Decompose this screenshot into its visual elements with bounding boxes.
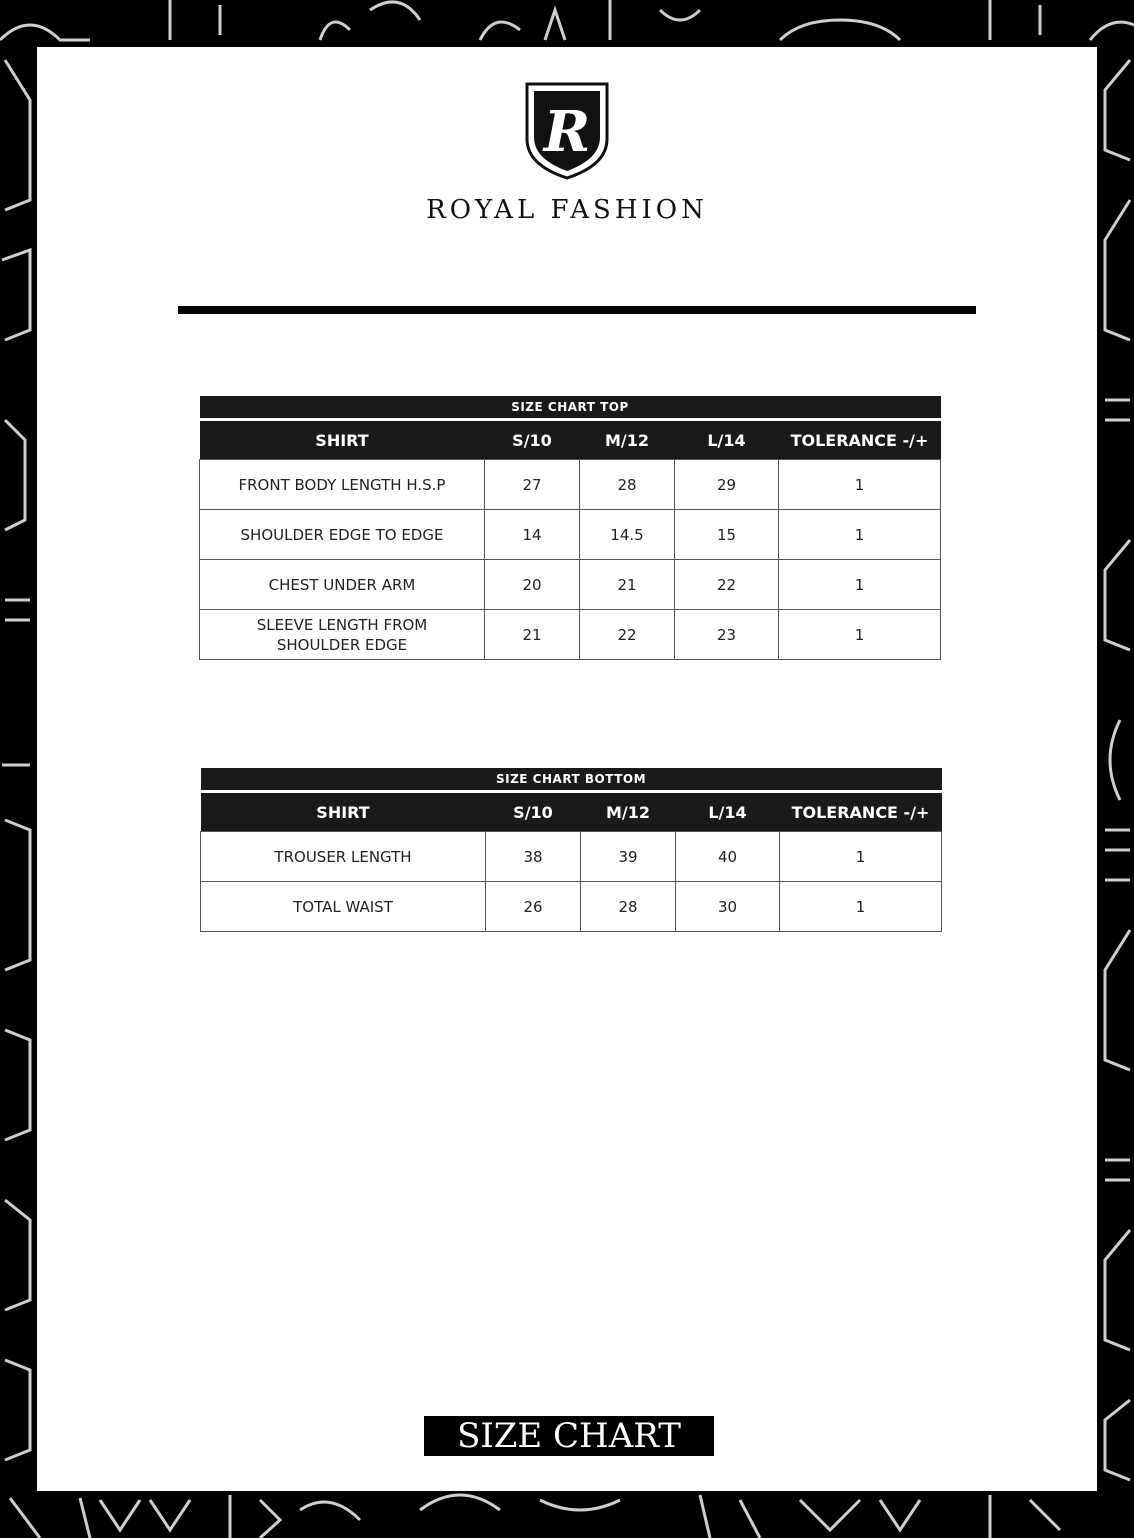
measurement-label: TROUSER LENGTH <box>201 832 486 882</box>
table-cell: 39 <box>581 832 676 882</box>
column-header: SHIRT <box>201 792 486 832</box>
column-header: M/12 <box>580 420 675 460</box>
table-cell: 1 <box>780 832 942 882</box>
table-cell: 14 <box>485 510 580 560</box>
table-title: SIZE CHART BOTTOM <box>201 768 942 792</box>
measurement-label: SHOULDER EDGE TO EDGE <box>200 510 485 560</box>
table-row <box>201 882 942 932</box>
brand-name: ROYAL FASHION <box>426 195 708 225</box>
table-cell: 23 <box>675 610 779 660</box>
table-cell: 14.5 <box>580 510 675 560</box>
table-cell: 1 <box>779 510 941 560</box>
crest-shield <box>524 81 610 181</box>
table-cell: 15 <box>675 510 779 560</box>
column-header: M/12 <box>581 792 676 832</box>
brand-logo <box>37 81 1097 225</box>
table-row <box>200 510 941 560</box>
table-cell: 22 <box>675 560 779 610</box>
measurement-label: FRONT BODY LENGTH H.S.P <box>200 460 485 510</box>
table-row <box>201 832 942 882</box>
size-chart-bottom-table <box>200 768 942 932</box>
table-cell: 22 <box>580 610 675 660</box>
table-row <box>200 460 941 510</box>
table-cell: 29 <box>675 460 779 510</box>
table-cell: 28 <box>580 460 675 510</box>
table-cell: 27 <box>485 460 580 510</box>
measurement-label: TOTAL WAIST <box>201 882 486 932</box>
table-cell: 1 <box>779 610 941 660</box>
table-cell: 1 <box>779 460 941 510</box>
divider-rule <box>178 306 976 314</box>
column-header: S/10 <box>486 792 581 832</box>
table-cell: 1 <box>779 560 941 610</box>
table-cell: 21 <box>580 560 675 610</box>
measurement-label: SLEEVE LENGTH FROM SHOULDER EDGE <box>200 610 485 660</box>
size-chart-top-table <box>199 396 941 660</box>
table-cell: 28 <box>581 882 676 932</box>
table-row <box>200 560 941 610</box>
size-chart-label: SIZE CHART <box>424 1416 714 1456</box>
column-header: S/10 <box>485 420 580 460</box>
column-header: L/14 <box>676 792 780 832</box>
measurement-label: CHEST UNDER ARM <box>200 560 485 610</box>
column-header: TOLERANCE -/+ <box>780 792 942 832</box>
table-cell: 21 <box>485 610 580 660</box>
crest-letter: R <box>543 99 591 165</box>
table-cell: 1 <box>780 882 942 932</box>
table-cell: 40 <box>676 832 780 882</box>
column-header: TOLERANCE -/+ <box>779 420 941 460</box>
table-cell: 38 <box>486 832 581 882</box>
size-chart-card <box>37 47 1097 1491</box>
table-row <box>200 610 941 660</box>
table-cell: 30 <box>676 882 780 932</box>
column-header: SHIRT <box>200 420 485 460</box>
column-header: L/14 <box>675 420 779 460</box>
table-cell: 26 <box>486 882 581 932</box>
table-title: SIZE CHART TOP <box>200 396 941 420</box>
table-cell: 20 <box>485 560 580 610</box>
